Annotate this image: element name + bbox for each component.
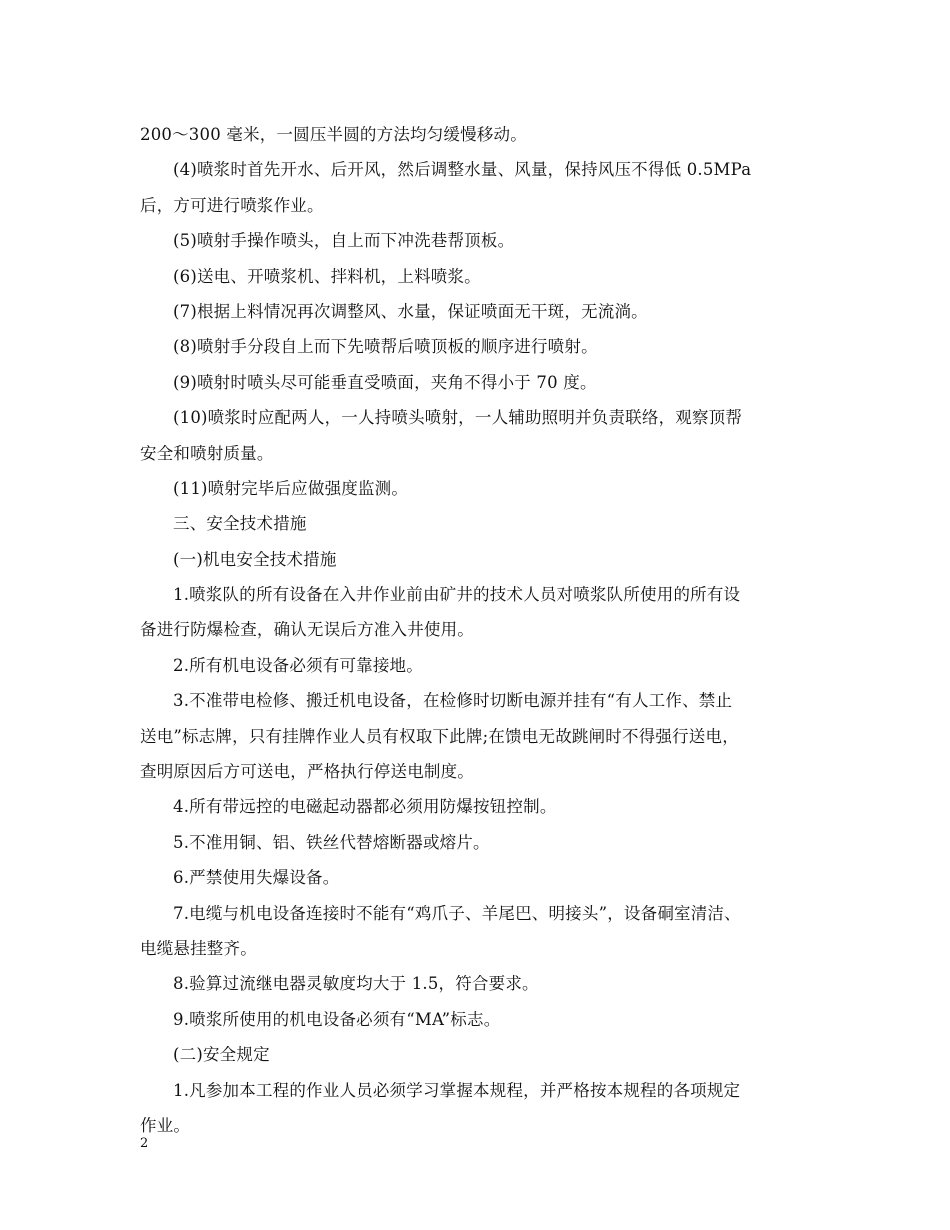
text-line: 4.所有带远控的电磁起动器都必须用防爆按钮控制。 — [173, 797, 557, 817]
text-line: 送电”标志牌，只有挂牌作业人员有权取下此牌;在馈电无故跳闸时不得强行送电， — [140, 726, 739, 746]
text-line: 3.不准带电检修、搬迁机电设备，在检修时切断电源并挂有“有人工作、禁止 — [173, 691, 733, 711]
text-line: 安全和喷射质量。 — [140, 443, 274, 463]
text-line: 作业。 — [140, 1115, 191, 1135]
text-line: 电缆悬挂整齐。 — [140, 938, 257, 958]
text-line: (8)喷射手分段自上而下先喷帮后喷顶板的顺序进行喷射。 — [173, 337, 598, 357]
text-line: (11)喷射完毕后应做强度监测。 — [173, 478, 409, 498]
text-line: 备进行防爆检查，确认无误后方准入井使用。 — [140, 620, 474, 640]
page-number: 2 — [140, 1136, 149, 1151]
text-line: 7.电缆与机电设备连接时不能有“鸡爪子、羊尾巴、明接头”，设备硐室清洁、 — [173, 903, 741, 923]
text-line: (6)送电、开喷浆机、拌料机，上料喷浆。 — [173, 266, 481, 286]
section-heading: 三、安全技术措施 — [173, 514, 307, 534]
text-line: 6.严禁使用失爆设备。 — [173, 868, 340, 888]
text-line: (7)根据上料情况再次调整风、水量，保证喷面无干斑，无流淌。 — [173, 301, 648, 321]
text-line: 200～300 毫米，一圆压半圆的方法均匀缓慢移动。 — [140, 125, 527, 144]
text-line: 5.不准用铜、铝、铁丝代替熔断器或熔片。 — [173, 832, 490, 852]
text-line: 8.验算过流继电器灵敏度均大于 1.5，符合要求。 — [173, 974, 539, 994]
text-line: (9)喷射时喷头尽可能垂直受喷面，夹角不得小于 70 度。 — [173, 372, 597, 392]
text-line: (4)喷浆时首先开水、后开风，然后调整水量、风量，保持风压不得低 0.5MPa — [173, 160, 752, 180]
text-line: (5)喷射手操作喷头，自上而下冲洗巷帮顶板。 — [173, 231, 515, 251]
text-line: (10)喷浆时应配两人，一人持喷头喷射，一人辅助照明并负责联络，观察顶帮 — [173, 408, 743, 428]
text-line: 2.所有机电设备必须有可靠接地。 — [173, 655, 423, 675]
subsection-heading: (一)机电安全技术措施 — [173, 549, 337, 569]
subsection-heading: (二)安全规定 — [173, 1045, 270, 1065]
text-line: 查明原因后方可送电，严格执行停送电制度。 — [140, 762, 474, 782]
text-line: 1.凡参加本工程的作业人员必须学习掌握本规程，并严格按本规程的各项规定 — [173, 1080, 741, 1100]
document-body — [140, 117, 820, 1143]
text-line: 9.喷浆所使用的机电设备必须有“MA”标志。 — [173, 1009, 501, 1029]
text-line: 后，方可进行喷浆作业。 — [140, 195, 324, 215]
text-line: 1.喷浆队的所有设备在入井作业前由矿井的技术人员对喷浆队所使用的所有设 — [173, 585, 741, 605]
